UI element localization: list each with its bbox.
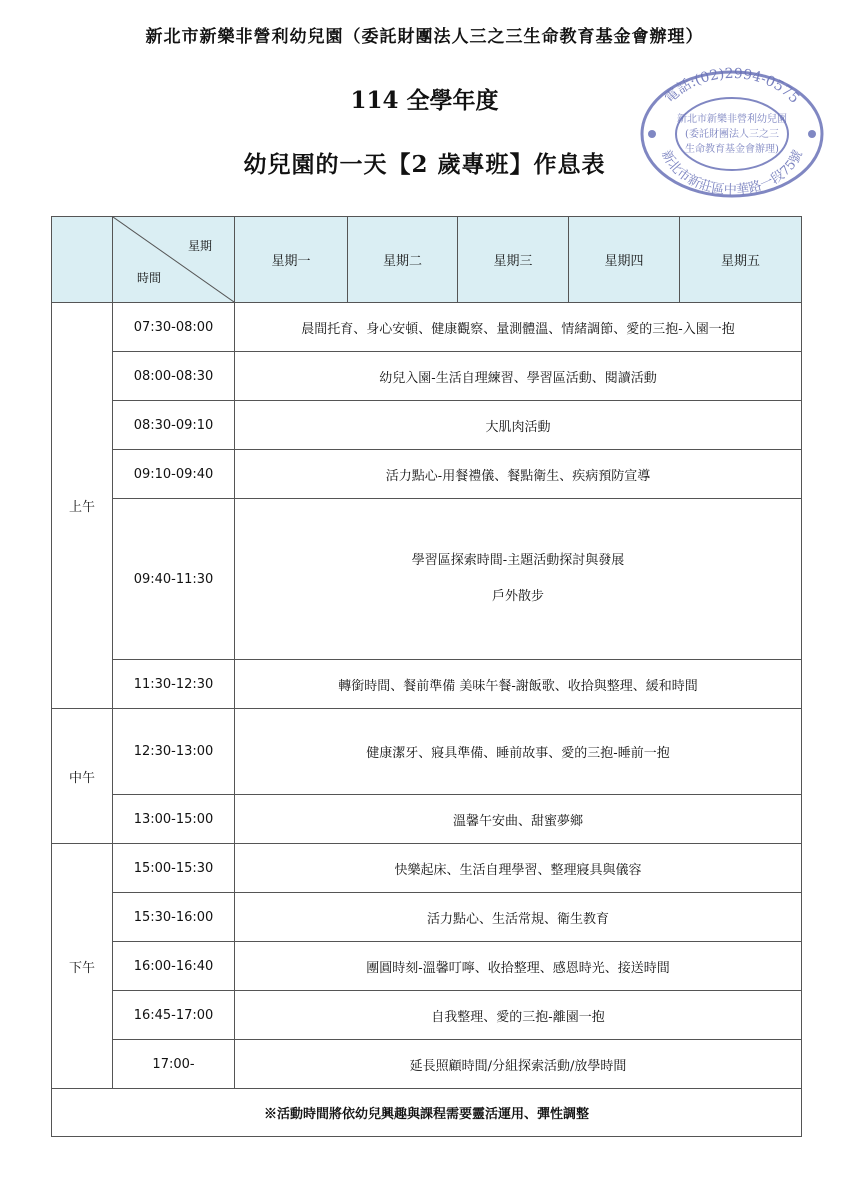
day-header: 星期三 (458, 217, 569, 303)
table-row (52, 660, 802, 709)
activity-cell: 轉銜時間、餐前準備 美味午餐-謝飯歌、收拾與整理、緩和時間 (235, 660, 802, 709)
activity-cell: 晨間托育、身心安頓、健康觀察、量測體溫、情緒調節、愛的三抱-入園一抱 (235, 303, 802, 352)
corner-week-label: 星期 (187, 239, 212, 253)
svg-text:電話:(02)2994-0575 (662, 66, 803, 107)
activity-cell: 健康潔牙、寢具準備、睡前故事、愛的三抱-睡前一抱 (235, 709, 802, 795)
period-morning: 上午 (52, 303, 113, 709)
header-blank-cell (52, 217, 113, 303)
activity-cell: 團圓時刻-溫馨叮嚀、收拾整理、感恩時光、接送時間 (235, 942, 802, 991)
table-row (52, 942, 802, 991)
activity-line: 學習區探索時間-主題活動探討與發展 (411, 553, 625, 568)
activity-cell (235, 499, 802, 660)
corner-time-label: 時間 (137, 271, 162, 285)
page-title: 幼兒園的一天【2 歲專班】作息表 (243, 151, 606, 178)
footer-note: ※活動時間將依幼兒興趣與課程需要靈活運用、彈性調整 (52, 1089, 802, 1137)
stamp-line-1: 新北市新樂非營利幼兒園 (677, 114, 787, 125)
day-header: 星期一 (235, 217, 348, 303)
table-row (52, 1040, 802, 1089)
time-cell: 17:00- (113, 1040, 235, 1089)
day-header: 星期四 (569, 217, 680, 303)
header-row (52, 217, 802, 303)
time-cell: 12:30-13:00 (113, 709, 235, 795)
time-cell: 09:40-11:30 (113, 499, 235, 660)
table-row (52, 795, 802, 844)
activity-cell: 自我整理、愛的三抱-離園一抱 (235, 991, 802, 1040)
stamp-line-3: 生命教育基金會辦理) (685, 144, 779, 155)
table-row (52, 401, 802, 450)
table-row (52, 450, 802, 499)
table-row (52, 303, 802, 352)
activity-cell: 快樂起床、生活自理學習、整理寢具與儀容 (235, 844, 802, 893)
table-row (52, 844, 802, 893)
footer-row (52, 1089, 802, 1137)
time-cell: 08:30-09:10 (113, 401, 235, 450)
table-row (52, 352, 802, 401)
time-cell: 16:00-16:40 (113, 942, 235, 991)
time-cell: 11:30-12:30 (113, 660, 235, 709)
table-row (52, 991, 802, 1040)
activity-cell: 幼兒入園-生活自理練習、學習區活動、閱讀活動 (235, 352, 802, 401)
activity-cell: 延長照顧時間/分組探索活動/放學時間 (235, 1040, 802, 1089)
official-seal-stamp (636, 66, 828, 198)
activity-cell: 溫馨午安曲、甜蜜夢鄉 (235, 795, 802, 844)
stamp-line-2: (委託財團法人三之三 (685, 129, 779, 140)
time-cell: 15:30-16:00 (113, 893, 235, 942)
svg-text:新北市新莊區中華路一段75號 (658, 148, 806, 198)
stamp-address: 新北市新莊區中華路一段75號 (658, 148, 806, 198)
time-cell: 07:30-08:00 (113, 303, 235, 352)
table-row (52, 893, 802, 942)
time-cell: 15:00-15:30 (113, 844, 235, 893)
activity-cell: 活力點心-用餐禮儀、餐點衛生、疾病預防宣導 (235, 450, 802, 499)
time-cell: 16:45-17:00 (113, 991, 235, 1040)
period-afternoon: 下午 (52, 844, 113, 1089)
schedule-table (51, 216, 802, 1137)
activity-cell: 活力點心、生活常規、衛生教育 (235, 893, 802, 942)
organization-title: 新北市新樂非營利幼兒園（委託財團法人三之三生命教育基金會辦理） (145, 27, 704, 47)
time-cell: 13:00-15:00 (113, 795, 235, 844)
corner-cell (113, 217, 235, 303)
activity-line: 戶外散步 (491, 589, 544, 604)
time-cell: 09:10-09:40 (113, 450, 235, 499)
table-row (52, 709, 802, 795)
day-header: 星期五 (680, 217, 802, 303)
stamp-phone: 電話:(02)2994-0575 (661, 66, 803, 107)
table-row (52, 499, 802, 660)
activity-cell: 大肌肉活動 (235, 401, 802, 450)
school-year: 114 全學年度 (350, 87, 499, 114)
day-header: 星期二 (348, 217, 458, 303)
time-cell: 08:00-08:30 (113, 352, 235, 401)
period-noon: 中午 (52, 709, 113, 844)
